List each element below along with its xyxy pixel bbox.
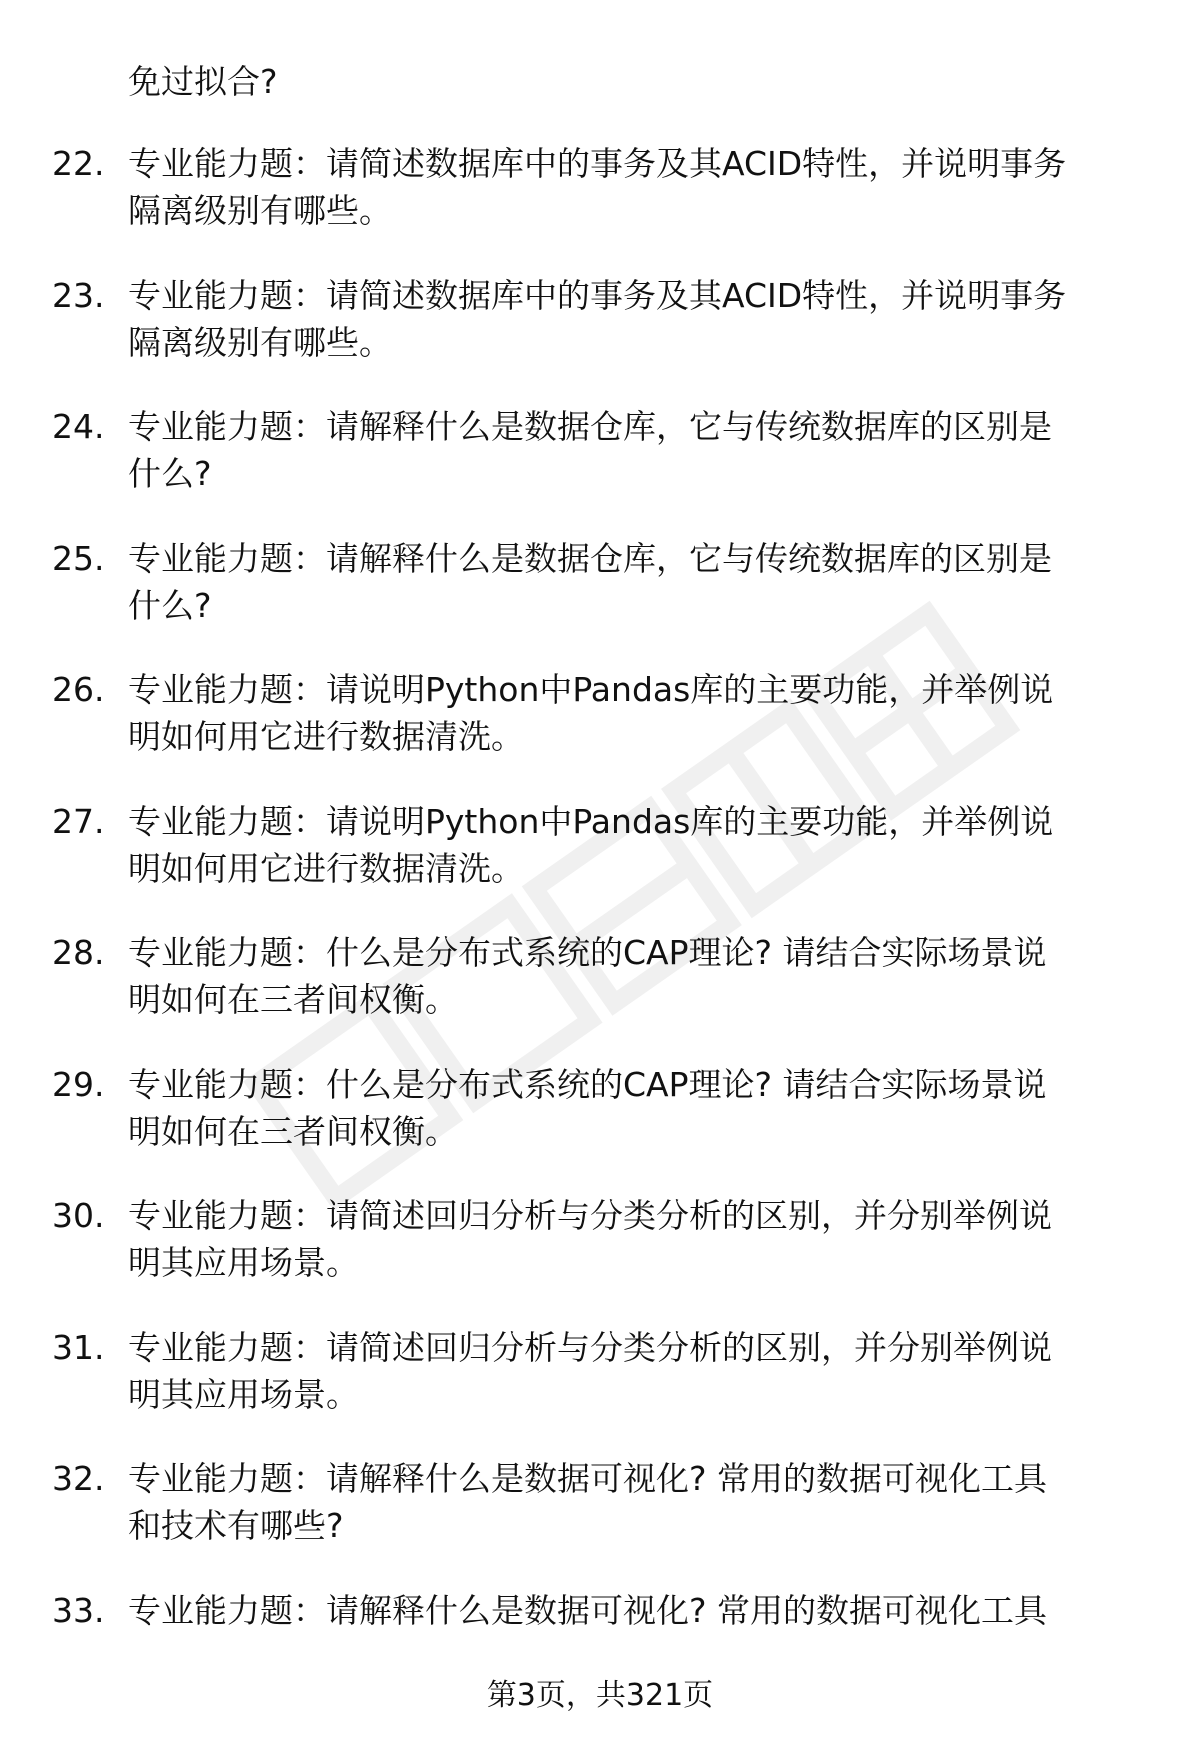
question-line-1: 专业能力题：请简述回归分析与分类分析的区别，并分别举例说 [128,1327,1052,1367]
question-number: 33. [52,1590,105,1630]
question-item [52,1455,1162,1587]
question-line-1: 专业能力题：请简述回归分析与分类分析的区别，并分别举例说 [128,1196,1052,1235]
question-item [52,1061,1162,1193]
question-number: 29. [52,1064,105,1104]
question-number: 27. [52,801,105,841]
question-line-1: 专业能力题：什么是分布式系统的CAP理论? 请结合实际场景说 [128,1064,1047,1104]
question-line-2: 什么? [128,454,212,493]
question-number: 26. [52,670,105,709]
question-number: 30. [52,1196,105,1235]
question-number: 22. [52,144,105,183]
page-number-footer: 第3页，共321页 [486,1678,714,1713]
question-number: 28. [52,933,105,972]
question-number: 25. [52,538,105,578]
question-item [52,140,1162,272]
question-line-1: 专业能力题：请说明Python中Pandas库的主要功能，并举例说 [128,670,1054,709]
question-line-1: 专业能力题：请说明Python中Pandas库的主要功能，并举例说 [128,801,1054,841]
question-line-2: 什么? [128,585,212,625]
question-line-2: 隔离级别有哪些。 [128,322,392,362]
question-line-1: 专业能力题：请解释什么是数据仓库，它与传统数据库的区别是 [128,407,1052,446]
question-line-2: 和技术有哪些? [128,1506,344,1545]
question-line-2: 明如何用它进行数据清洗。 [128,848,524,888]
question-line-1: 专业能力题：请解释什么是数据可视化? 常用的数据可视化工具 [128,1459,1048,1498]
question-line-2: 隔离级别有哪些。 [128,191,392,230]
question-line-1: 专业能力题：请解释什么是数据可视化? 常用的数据可视化工具 [128,1590,1048,1630]
question-list [52,140,1162,1718]
question-line-2: 明如何在三者间权衡。 [128,1111,458,1151]
continued-question-text: 免过拟合? [128,62,278,101]
question-item [52,666,1162,798]
question-line-1: 专业能力题：什么是分布式系统的CAP理论? 请结合实际场景说 [128,933,1047,972]
question-item [52,929,1162,1061]
question-number: 23. [52,275,105,315]
question-item [52,535,1162,667]
question-item [52,1192,1162,1324]
question-line-2: 明如何用它进行数据清洗。 [128,717,524,756]
question-line-1: 专业能力题：请简述数据库中的事务及其ACID特性，并说明事务 [128,275,1067,315]
question-line-2: 明其应用场景。 [128,1243,359,1282]
question-line-2: 明如何在三者间权衡。 [128,980,458,1019]
question-item [52,1324,1162,1456]
question-item [52,798,1162,930]
question-line-1: 专业能力题：请解释什么是数据仓库，它与传统数据库的区别是 [128,538,1052,578]
question-line-1: 专业能力题：请简述数据库中的事务及其ACID特性，并说明事务 [128,144,1067,183]
question-number: 24. [52,407,105,446]
question-item [52,272,1162,404]
question-line-2: 明其应用场景。 [128,1374,359,1414]
question-number: 31. [52,1327,105,1367]
question-number: 32. [52,1459,105,1498]
question-item [52,403,1162,535]
